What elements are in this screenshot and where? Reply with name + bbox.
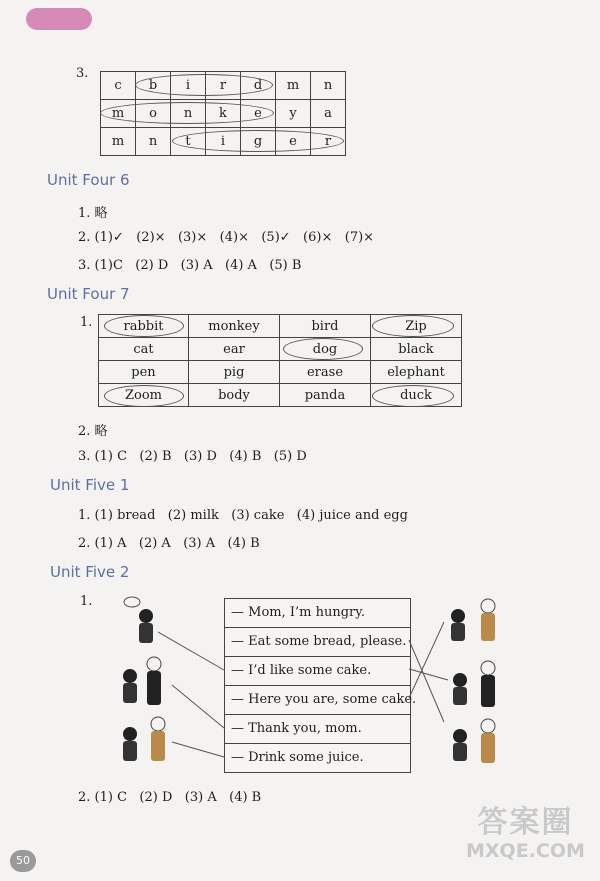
unit-five-1-line2: 2. (1) A (2) A (3) A (4) B	[78, 536, 260, 551]
header-logo	[26, 8, 92, 30]
unit-four-6-line1: 1. 略	[78, 206, 108, 221]
grid-cell: i	[206, 128, 241, 156]
table-cell: panda	[280, 384, 371, 407]
child-and-mom-juice-icon	[446, 658, 502, 710]
grid-cell: m	[101, 128, 136, 156]
grid-cell: c	[101, 72, 136, 100]
oval-zip	[372, 315, 454, 337]
table-cell: cat	[99, 338, 189, 361]
unit-five-2-heading: Unit Five 2	[50, 563, 130, 581]
grid-cell: r	[311, 128, 346, 156]
table-cell: bird	[280, 315, 371, 338]
oval-rabbit	[104, 315, 184, 337]
unit-five-1-heading: Unit Five 1	[50, 476, 130, 494]
child-and-mom-cake-icon	[118, 716, 174, 766]
table-cell: Zoom	[99, 384, 189, 407]
matching-lines	[0, 580, 600, 780]
oval-duck	[372, 385, 454, 407]
grid-cell: t	[171, 128, 206, 156]
grid-cell: e	[276, 128, 311, 156]
dialog-line: — I’d like some cake.	[225, 657, 410, 686]
grid-cell: m	[276, 72, 311, 100]
unit-five-1-line1: 1. (1) bread (2) milk (3) cake (4) juice and egg	[78, 508, 408, 523]
unit-five-2-q1-number: 1.	[80, 594, 93, 609]
oval-monkey	[100, 102, 274, 124]
table-cell: pig	[189, 361, 280, 384]
grid-cell: d	[241, 72, 276, 100]
table-cell: pen	[99, 361, 189, 384]
grid-cell: k	[206, 100, 241, 128]
grid-cell: n	[136, 128, 171, 156]
table-cell: elephant	[371, 361, 462, 384]
table-row	[99, 361, 462, 384]
table-cell: dog	[280, 338, 371, 361]
oval-zoom	[104, 385, 184, 407]
oval-dog	[283, 338, 363, 360]
table-cell: ear	[189, 338, 280, 361]
dialog-line: — Here you are, some cake.	[225, 686, 410, 715]
grid-cell: a	[311, 100, 346, 128]
grid-cell: i	[171, 72, 206, 100]
table-cell: duck	[371, 384, 462, 407]
oval-bird	[135, 74, 273, 96]
q3-number: 3.	[76, 66, 89, 81]
grid-cell: n	[311, 72, 346, 100]
unit-four-7-heading: Unit Four 7	[47, 285, 130, 303]
table-cell: black	[371, 338, 462, 361]
child-hungry-icon	[122, 596, 162, 648]
watermark-line1: 答案圈	[477, 805, 574, 840]
grid-cell: n	[171, 100, 206, 128]
unit-four-7-line3: 3. (1) C (2) B (3) D (4) B (5) D	[78, 449, 307, 464]
grid-cell: r	[206, 72, 241, 100]
dialog-line: — Eat some bread, please.	[225, 628, 410, 657]
watermark	[466, 805, 585, 862]
child-and-mom-icon	[118, 654, 168, 710]
unit-four-6-line3: 3. (1)C (2) D (3) A (4) A (5) B	[78, 258, 302, 273]
grid-cell: g	[241, 128, 276, 156]
dialog-line: — Drink some juice.	[231, 750, 364, 765]
grid-cell: y	[276, 100, 311, 128]
table-cell: body	[189, 384, 280, 407]
page-number: 50	[10, 850, 36, 872]
child-and-mom-thanks-icon	[446, 718, 502, 768]
grid-cell: b	[136, 72, 171, 100]
dialog-line: — Thank you, mom.	[225, 715, 410, 744]
grid-cell: o	[136, 100, 171, 128]
unit-four-7-q1-number: 1.	[80, 315, 93, 330]
child-and-mom-bread-icon	[446, 598, 502, 648]
unit-four-7-line2: 2. 略	[78, 424, 108, 439]
watermark-line2: MXQE.COM	[466, 840, 585, 862]
table-cell: monkey	[189, 315, 280, 338]
table-cell: Zip	[371, 315, 462, 338]
table-cell: rabbit	[99, 315, 189, 338]
oval-tiger	[172, 130, 344, 152]
grid-cell: e	[241, 100, 276, 128]
unit-four-6-heading: Unit Four 6	[47, 171, 130, 189]
unit-four-6-line2: 2. (1)✓ (2)× (3)× (4)× (5)✓ (6)× (7)×	[78, 230, 375, 245]
grid-cell: m	[101, 100, 136, 128]
unit-five-2-line2: 2. (1) C (2) D (3) A (4) B	[78, 790, 262, 805]
table-cell: erase	[280, 361, 371, 384]
table-row	[99, 338, 462, 361]
dialog-line: — Mom, I’m hungry.	[225, 599, 410, 628]
